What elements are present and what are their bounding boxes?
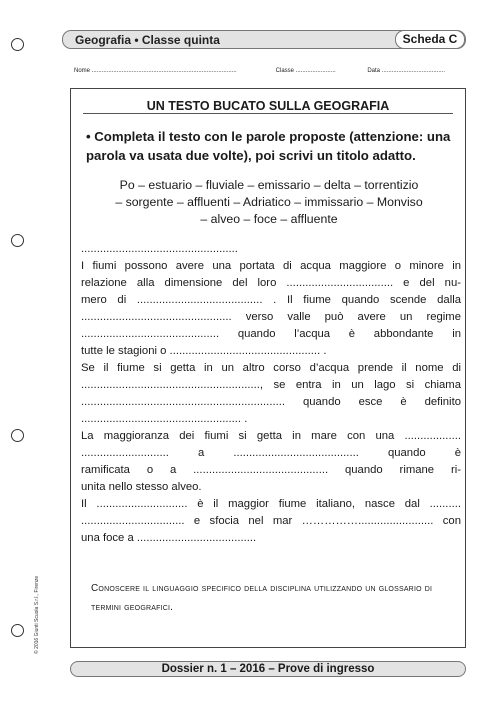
text-line[interactable]: ramificata o a ........................................... quando rimane ri- [81, 464, 461, 476]
copyright-notice: © 2016 Giunti Scuola S.r.l., Firenze [34, 575, 40, 654]
text-line[interactable]: relazione alla dimensione del loro .................................. e del nu- [81, 277, 461, 289]
text-line[interactable]: una foce a ...................................... [81, 532, 257, 544]
student-info-row [74, 68, 466, 74]
text-line[interactable]: ............................ a ........................................ quando è [81, 447, 461, 459]
binder-hole-icon [11, 624, 24, 637]
title-divider [83, 113, 453, 114]
text-line[interactable]: ................................................... . [81, 413, 248, 425]
text-line[interactable]: La maggioranza dei fiumi si getta in mare con una .................. [81, 430, 461, 442]
text-line[interactable]: ................................................................. quando esce è definito [81, 396, 461, 408]
learning-objective: Conoscere il linguaggio specifico della disciplina utilizzando un glossario di termini geografici. [91, 583, 433, 613]
exercise-title: UN TESTO BUCATO SULLA GEOGRAFIA [146, 99, 390, 113]
text-line[interactable]: ................................................ verso valle può avere un regime [81, 311, 461, 323]
title-blank[interactable]: .................................................. [81, 243, 238, 255]
word-bank [91, 177, 447, 228]
text-line[interactable]: tutte le stagioni o ................................................ . [81, 345, 327, 357]
class-field[interactable]: Classe ........................ [275, 68, 336, 74]
word-bank-line: Po – estuario – fluviale – emissario – delta – torrentizio [119, 178, 419, 192]
gap-fill-text [81, 241, 461, 547]
word-bank-line: – sorgente – affluenti – Adriatico – immissario – Monviso [115, 195, 423, 209]
text-line[interactable]: I fiumi possono avere una portata di acqua maggiore o minore in [81, 260, 461, 272]
text-line[interactable]: Se il fiume si getta in un altro corso d’acqua prende il nome di [81, 362, 461, 374]
header-bar [62, 30, 466, 49]
word-bank-line: – alveo – foce – affluente [200, 212, 338, 226]
footer-bar: Dossier n. 1 – 2016 – Prove di ingresso [70, 661, 466, 677]
text-line[interactable]: Il ............................. è il maggior fiume italiano, nasce dal .......... [81, 498, 461, 510]
text-line[interactable]: ................................. e sfocia nel mar ……………........................ con [81, 515, 461, 527]
binder-hole-icon [11, 429, 24, 442]
text-line[interactable]: ............................................ quando l’acqua è abbondante in [81, 328, 461, 340]
binder-hole-icon [11, 234, 24, 247]
date-field[interactable]: Data ...................................... [367, 68, 446, 74]
subject-title: Geografia • Classe quinta [75, 33, 220, 47]
text-line[interactable]: mero di ........................................ . Il fiume quando scende dalla [81, 294, 461, 306]
binder-hole-icon [11, 38, 24, 51]
name-field[interactable]: Nome ....................................................................................... [74, 68, 237, 74]
text-line: unita nello stesso alveo. [81, 481, 202, 493]
exercise-instruction: • Completa il testo con le parole proposte (attenzione: una parola va usata due volte), poi scrivi un titolo adatto. [86, 129, 451, 163]
text-line[interactable]: ........................................................., se entra in un lago si chiama [81, 379, 461, 391]
exercise-frame [70, 88, 466, 648]
sheet-label: Scheda C [395, 30, 465, 49]
